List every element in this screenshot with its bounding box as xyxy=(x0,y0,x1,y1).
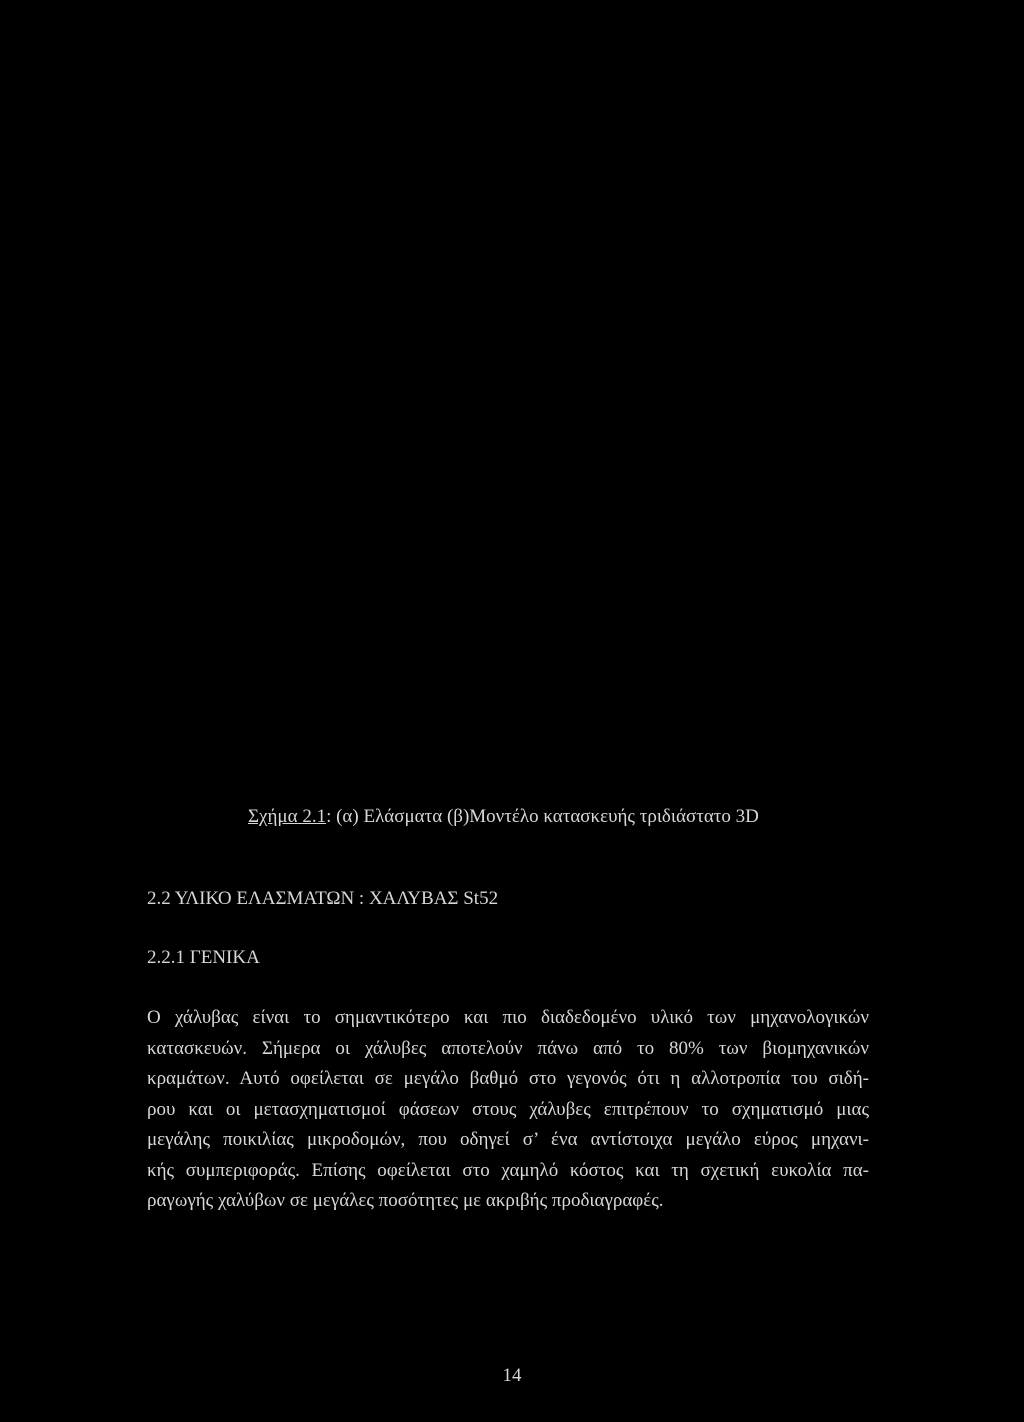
figure-caption-text: : (α) Ελάσματα (β)Μοντέλο κατασκευής τριδιάστατο 3D xyxy=(326,806,759,827)
paragraph-line: κής συμπεριφοράς. Επίσης οφείλεται στο χαμηλό κόστος και τη σχετική ευκολία πα- xyxy=(147,1159,869,1181)
paragraph-line: ραγωγής χαλύβων σε μεγάλες ποσότητες με ακριβής προδιαγραφές. xyxy=(147,1190,664,1211)
paragraph-line: κατασκευών. Σήμερα οι χάλυβες αποτελούν πάνω από το 80% των βιομηχανικών xyxy=(147,1037,869,1059)
figure-caption xyxy=(248,806,759,828)
subsection-heading: 2.2.1 ΓΕΝΙΚΑ xyxy=(147,947,260,968)
paragraph-line: Ο χάλυβας είναι το σημαντικότερο και πιο διαδεδομένο υλικό των μηχανολογικών xyxy=(147,1007,869,1028)
paragraph-line: μεγάλης ποικιλίας μικροδομών, που οδηγεί σ’ ένα αντίστοιχα μεγάλο εύρος μηχανι- xyxy=(147,1129,869,1150)
section-heading: 2.2 ΥΛΙΚΟ ΕΛΑΣΜΑΤΩΝ : ΧΑΛΥΒΑΣ St52 xyxy=(147,888,499,909)
figure-caption-label: Σχήμα 2.1 xyxy=(248,806,327,827)
page-number: 14 xyxy=(502,1365,522,1386)
body-paragraph xyxy=(147,1003,869,1217)
paragraph-line: κραμάτων. Αυτό οφείλεται σε μεγάλο βαθμό στο γεγονός ότι η αλλοτροπία του σιδή- xyxy=(147,1068,869,1089)
paragraph-line: ρου και οι μετασχηματισμοί φάσεων στους χάλυβες επιτρέπουν το σχηματισμό μιας xyxy=(147,1098,869,1120)
